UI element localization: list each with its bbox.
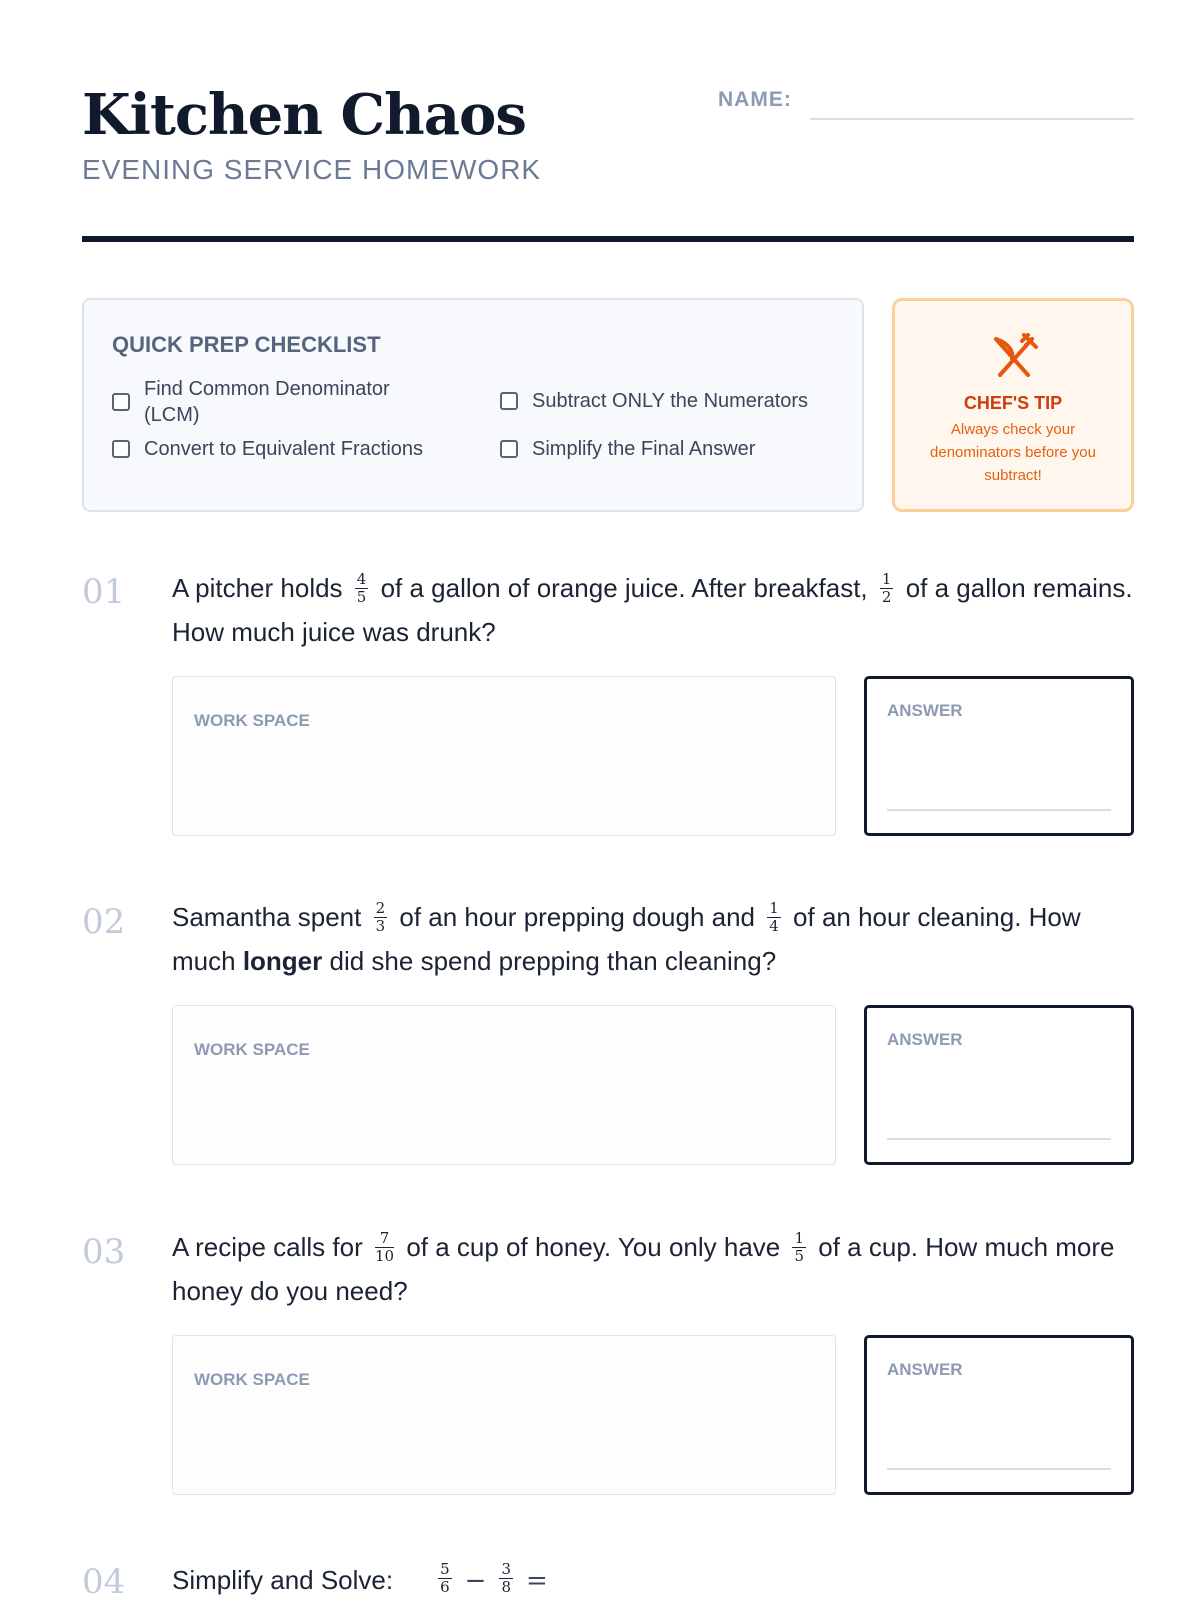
work-space-box[interactable] — [172, 1005, 836, 1165]
crossed-knife-fork-icon — [988, 331, 1040, 383]
fraction-expression: $\frac{5}{6}$ − $\frac{3}{8}$ = — [440, 1560, 548, 1596]
answer-label: ANSWER — [887, 1030, 963, 1049]
answer-line — [887, 809, 1111, 811]
answer-line — [887, 1468, 1111, 1470]
work-space-label: WORK SPACE — [194, 1040, 310, 1059]
chefs-tip-card — [892, 298, 1134, 512]
checkbox-icon[interactable] — [112, 393, 130, 411]
fraction: $\frac{1}{2}$ — [881, 569, 892, 606]
fraction: $\frac{2}{3}$ — [375, 898, 386, 935]
fraction: $\frac{3}{8}$ — [501, 1560, 511, 1596]
question-number: 03 — [82, 1232, 126, 1272]
checklist-item-label: Convert to Equivalent Fractions — [144, 438, 424, 460]
checkbox-icon[interactable] — [500, 440, 518, 458]
checklist-item-subtract-numerators[interactable] — [500, 388, 808, 414]
question-text: A pitcher holds $\frac{4}{5}$ of a gallon of orange juice. After breakfast, $\frac{1}{2}$ of a gallon remains. How much juice was drunk? — [172, 569, 1133, 647]
answer-label: ANSWER — [887, 701, 963, 720]
question-number: 01 — [82, 572, 126, 612]
tip-title: CHEF'S TIP — [963, 393, 1063, 413]
fraction: $\frac{1}{4}$ — [769, 898, 779, 935]
name-label: NAME: — [718, 88, 792, 111]
answer-line — [887, 1138, 1111, 1140]
fraction: $\frac{7}{10}$ — [374, 1228, 395, 1265]
work-space-box[interactable] — [172, 676, 836, 836]
work-space-label: WORK SPACE — [194, 711, 310, 730]
checklist-item-label: Subtract ONLY the Numerators — [532, 390, 809, 412]
work-space-label: WORK SPACE — [194, 1370, 310, 1389]
answer-label: ANSWER — [887, 1360, 963, 1379]
fraction: $\frac{1}{5}$ — [794, 1228, 805, 1265]
tip-text: Always check your denominators before you subtract! — [930, 421, 1096, 484]
checklist-item-label: Find Common Denominator (LCM) — [144, 378, 390, 426]
worksheet-subtitle: EVENING SERVICE HOMEWORK — [82, 154, 542, 185]
worksheet-title: Kitchen Chaos — [82, 82, 526, 148]
fraction: $\frac{5}{6}$ — [440, 1560, 450, 1596]
checkbox-icon[interactable] — [500, 392, 518, 410]
fraction: $\frac{4}{5}$ — [356, 569, 367, 606]
question-text: Samantha spent $\frac{2}{3}$ of an hour prepping dough and $\frac{1}{4}$ of an hour cleaning. How much longer did she spend prepping than cleaning? — [172, 898, 1081, 976]
question-text: Simplify and Solve: $\frac{5}{6}$ − $\frac{3}{8}$ = — [172, 1564, 556, 1597]
checklist-item-label: Simplify the Final Answer — [532, 438, 756, 460]
work-space-box[interactable] — [172, 1335, 836, 1495]
question-number: 02 — [82, 902, 126, 942]
answer-box[interactable] — [864, 1005, 1134, 1165]
checklist-item-convert-fractions[interactable] — [112, 436, 423, 462]
name-field-line[interactable] — [810, 118, 1134, 120]
checkbox-icon[interactable] — [112, 440, 130, 458]
checklist-item-simplify[interactable] — [500, 436, 755, 462]
question-number: 04 — [82, 1562, 126, 1600]
answer-box[interactable] — [864, 676, 1134, 836]
checklist-title: QUICK PREP CHECKLIST — [112, 332, 381, 357]
question-text: A recipe calls for $\frac{7}{10}$ of a cup of honey. You only have $\frac{1}{5}$ of a cup. How much more honey do you need? — [172, 1228, 1115, 1306]
quick-prep-checklist — [82, 298, 864, 512]
header-divider — [82, 236, 1134, 242]
answer-box[interactable] — [864, 1335, 1134, 1495]
checklist-item-find-lcm[interactable] — [112, 376, 432, 428]
